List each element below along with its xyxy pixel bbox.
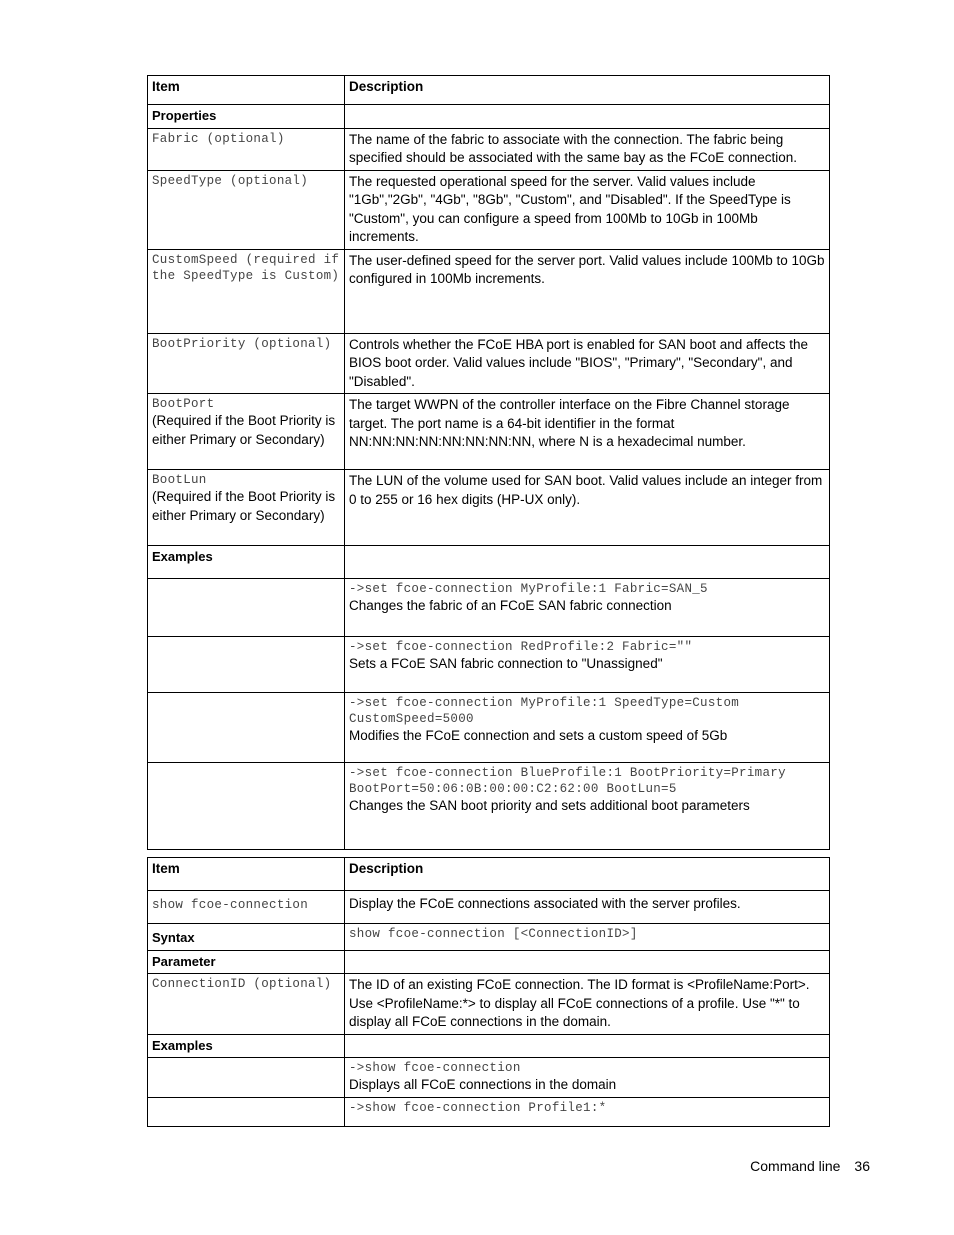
example-row (148, 763, 830, 850)
show-fcoe-connection-table (147, 857, 830, 1127)
example-description: Changes the SAN boot priority and sets additional boot parameters (349, 798, 750, 813)
item-name: BootPriority (optional) (152, 336, 332, 351)
item-description: The LUN of the volume used for SAN boot. Valid values include an integer from 0 to 255 or 16 hex digits (HP-UX only). (345, 470, 830, 546)
table-row (148, 333, 830, 394)
table-row (148, 974, 830, 1035)
page-footer (736, 1158, 870, 1174)
table-row (148, 170, 830, 249)
command-name: show fcoe-connection (152, 898, 309, 912)
example-command: ->show fcoe-connection (349, 1061, 521, 1075)
section-label-examples: Examples (148, 546, 345, 579)
example-description: Sets a FCoE SAN fabric connection to "Unassigned" (349, 656, 663, 671)
table-header-row (148, 858, 830, 891)
example-command: ->set fcoe-connection BlueProfile:1 BootPriority=Primary BootPort=50:06:0B:00:00:C2:62:00 BootLun=5 (349, 766, 786, 796)
item-name: Fabric (optional) (152, 131, 285, 146)
example-description: Modifies the FCoE connection and sets a custom speed of 5Gb (349, 728, 728, 743)
section-row-examples (148, 546, 830, 579)
header-description: Description (345, 76, 830, 105)
example-description: Displays all FCoE connections in the domain (349, 1077, 617, 1092)
item-description: The target WWPN of the controller interface on the Fibre Channel storage target. The port name is a 64-bit identifier in the format NN:NN:NN:NN:NN:NN:NN:NN, where N is a hexadecimal number. (345, 394, 830, 470)
example-row (148, 693, 830, 763)
section-row-parameter (148, 950, 830, 974)
item-description: The name of the fabric to associate with the connection. The fabric being specified should be associated with the same bay as the FCoE connection. (345, 128, 830, 170)
section-label-parameter: Parameter (148, 950, 345, 974)
example-command: ->set fcoe-connection MyProfile:1 Fabric=SAN_5 (349, 582, 708, 596)
syntax-row (148, 924, 830, 951)
syntax-value: show fcoe-connection [<ConnectionID>] (349, 927, 638, 941)
item-name: SpeedType (optional) (152, 173, 309, 188)
section-row-properties (148, 105, 830, 129)
table-row (148, 249, 830, 333)
item-name: BootPort (152, 397, 215, 411)
item-description: The user-defined speed for the server port. Valid values include 100Mb to 10Gb configured in 100Mb increments. (345, 249, 830, 333)
example-row (148, 579, 830, 637)
section-label-properties: Properties (148, 105, 345, 129)
section-label-syntax: Syntax (148, 924, 345, 951)
item-name: BootLun (152, 473, 207, 487)
table-row (148, 128, 830, 170)
example-command: ->set fcoe-connection RedProfile:2 Fabric="" (349, 640, 693, 654)
table-header-row (148, 76, 830, 105)
example-command: ->show fcoe-connection Profile1:* (349, 1100, 607, 1115)
command-description: Display the FCoE connections associated with the server profiles. (345, 891, 830, 924)
section-label-examples: Examples (148, 1034, 345, 1058)
item-description: Controls whether the FCoE HBA port is enabled for SAN boot and affects the BIOS boot order. Valid values include "BIOS", "Primary", "Secondary", and "Disabled". (345, 333, 830, 394)
item-name: CustomSpeed (required if the SpeedType is Custom) (152, 252, 340, 283)
parameter-name: ConnectionID (optional) (152, 977, 332, 991)
table-row (148, 891, 830, 924)
parameter-description: The ID of an existing FCoE connection. The ID format is <ProfileName:Port>. Use <ProfileName:*> to display all FCoE connections of a profile. Use "*" to display all FCoE connections in the domain. (345, 974, 830, 1035)
header-description: Description (345, 858, 830, 891)
fcoe-properties-table (147, 75, 830, 850)
example-row (148, 637, 830, 693)
table-row (148, 394, 830, 470)
item-note: (Required if the Boot Priority is either Primary or Secondary) (152, 413, 336, 447)
example-row (148, 1058, 830, 1098)
example-command: ->set fcoe-connection MyProfile:1 SpeedType=Custom CustomSpeed=5000 (349, 696, 740, 726)
item-description: The requested operational speed for the server. Valid values include "1Gb","2Gb", "4Gb", "8Gb", "Custom", and "Disabled". If the SpeedType is "Custom", you can configure a speed from 100Mb to 10Gb in 100Mb increments. (345, 170, 830, 249)
example-description: Changes the fabric of an FCoE SAN fabric connection (349, 598, 672, 613)
item-note: (Required if the Boot Priority is either Primary or Secondary) (152, 489, 336, 523)
page-number: 36 (854, 1158, 870, 1174)
section-row-examples (148, 1034, 830, 1058)
table-row (148, 470, 830, 546)
header-item: Item (148, 76, 345, 105)
example-row (148, 1097, 830, 1126)
footer-section-title: Command line (750, 1158, 841, 1174)
header-item: Item (148, 858, 345, 891)
